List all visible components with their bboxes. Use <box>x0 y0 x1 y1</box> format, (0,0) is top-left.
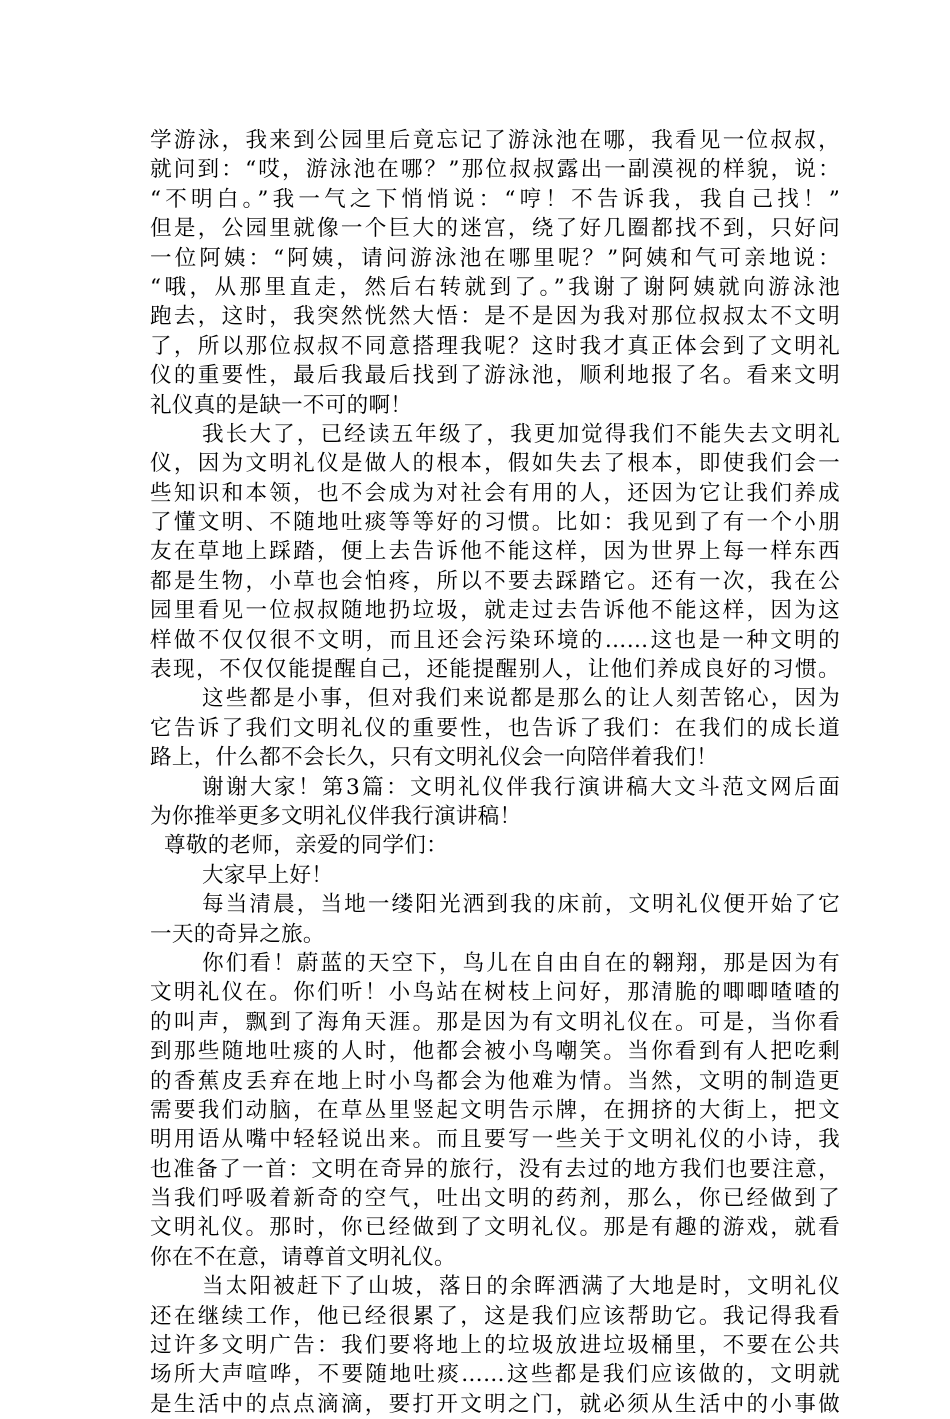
text-line: 表现，不仅仅能提醒自己，还能提醒别人，让他们养成良好的习惯。 <box>150 657 840 683</box>
text-line: 文明礼仪在。你们听！小鸟站在树枝上问好，那清脆的唧唧喳喳的 <box>150 980 840 1006</box>
text-line: 园里看见一位叔叔随地扔垃圾，就走过去告诉他不能这样，因为这 <box>150 598 840 624</box>
text-line: 跑去，这时，我突然恍然大悟：是不是因为我对那位叔叔太不文明 <box>150 304 840 330</box>
text-line: 了，所以那位叔叔不同意搭理我呢？这时我才真正体会到了文明礼 <box>150 333 840 359</box>
text-line: 文明礼仪。那时，你已经做到了文明礼仪。那是有趣的游戏，就看 <box>150 1215 840 1241</box>
text-line: “不明白。”我一气之下悄悄说：“哼！不告诉我，我自己找！” <box>150 186 840 212</box>
text-line: 它告诉了我们文明礼仪的重要性，也告诉了我们：在我们的成长道 <box>150 715 840 741</box>
text-line: 一位阿姨：“阿姨，请问游泳池在哪里呢？”阿姨和气可亲地说： <box>150 245 840 271</box>
text-line: 样做不仅仅很不文明，而且还会污染环境的……这也是一种文明的 <box>150 627 840 653</box>
text-line: 每当清晨，当地一缕阳光洒到我的床前，文明礼仪便开始了它 <box>202 892 840 918</box>
text-line: 谢谢大家！第3篇：文明礼仪伴我行演讲稿大文斗范文网后面 <box>202 774 840 800</box>
text-line: 了懂文明、不随地吐痰等等好的习惯。比如：我见到了有一个小朋 <box>150 510 840 536</box>
text-line: 路上，什么都不会长久，只有文明礼仪会一向陪伴着我们！ <box>150 745 718 771</box>
text-line: 友在草地上踩踏，便上去告诉他不能这样，因为世界上每一样东西 <box>150 539 840 565</box>
text-line: 些知识和本领，也不会成为对社会有用的人，还因为它让我们养成 <box>150 480 840 506</box>
text-line: 还在继续工作，他已经很累了，这是我们应该帮助它。我记得我看 <box>150 1303 840 1329</box>
text-line: “哦，从那里直走，然后右转就到了。”我谢了谢阿姨就向游泳池 <box>150 274 840 300</box>
text-line: 都是生物，小草也会怕疼，所以不要去踩踏它。还有一次，我在公 <box>150 568 840 594</box>
text-line: 为你推举更多文明礼仪伴我行演讲稿！ <box>150 803 522 829</box>
text-line: 但是，公园里就像一个巨大的迷宫，绕了好几圈都找不到，只好问 <box>150 216 840 242</box>
text-line: 仪，因为文明礼仪是做人的根本，假如失去了根本，即使我们会一 <box>150 451 840 477</box>
document-body <box>150 126 840 1419</box>
text-line: 需要我们动脑，在草丛里竖起文明告示牌，在拥挤的大街上，把文 <box>150 1097 840 1123</box>
text-line: 我长大了，已经读五年级了，我更加觉得我们不能失去文明礼 <box>202 421 840 447</box>
text-line: 这些都是小事，但对我们来说都是那么的让人刻苦铭心，因为 <box>202 686 840 712</box>
text-line: 礼仪真的是缺一不可的啊！ <box>150 392 413 418</box>
text-line: 也准备了一首：文明在奇异的旅行，没有去过的地方我们也要注意， <box>150 1156 840 1182</box>
text-line: 过许多文明广告：我们要将地上的垃圾放进垃圾桶里，不要在公共 <box>150 1333 840 1359</box>
text-line: 一天的奇异之旅。 <box>150 921 325 947</box>
text-line: 大家早上好！ <box>202 862 334 888</box>
text-line: 尊敬的老师，亲爱的同学们： <box>164 833 448 859</box>
text-line: 当我们呼吸着新奇的空气，吐出文明的药剂，那么，你已经做到了 <box>150 1186 840 1212</box>
text-line: 你在不在意，请尊首文明礼仪。 <box>150 1244 456 1270</box>
text-line: 明用语从嘴中轻轻说出来。而且要写一些关于文明礼仪的小诗，我 <box>150 1127 840 1153</box>
text-line: 当太阳被赶下了山坡，落日的余晖洒满了大地是时，文明礼仪 <box>202 1274 840 1300</box>
text-line: 学游泳，我来到公园里后竟忘记了游泳池在哪，我看见一位叔叔， <box>150 128 840 153</box>
text-line: 场所大声喧哗，不要随地吐痰……这些都是我们应该做的，文明就 <box>150 1362 840 1388</box>
text-line: 仪的重要性，最后我最后找到了游泳池，顺利地报了名。看来文明 <box>150 363 840 389</box>
text-line: 的叫声，飘到了海角天涯。那是因为有文明礼仪在。可是，当你看 <box>150 1009 840 1035</box>
text-line: 是生活中的点点滴滴，要打开文明之门，就必须从生活中的小事做 <box>150 1391 840 1417</box>
text-line: 到那些随地吐痰的人时，他都会被小鸟嘲笑。当你看到有人把吃剩 <box>150 1039 840 1065</box>
text-line: 的香蕉皮丢弃在地上时小鸟都会为他难为情。当然，文明的制造更 <box>150 1068 840 1094</box>
text-line: 你们看！蔚蓝的天空下，鸟儿在自由自在的翱翔，那是因为有 <box>202 950 840 976</box>
text-line: 就问到：“哎，游泳池在哪？”那位叔叔露出一副漠视的样貌，说： <box>150 157 840 183</box>
